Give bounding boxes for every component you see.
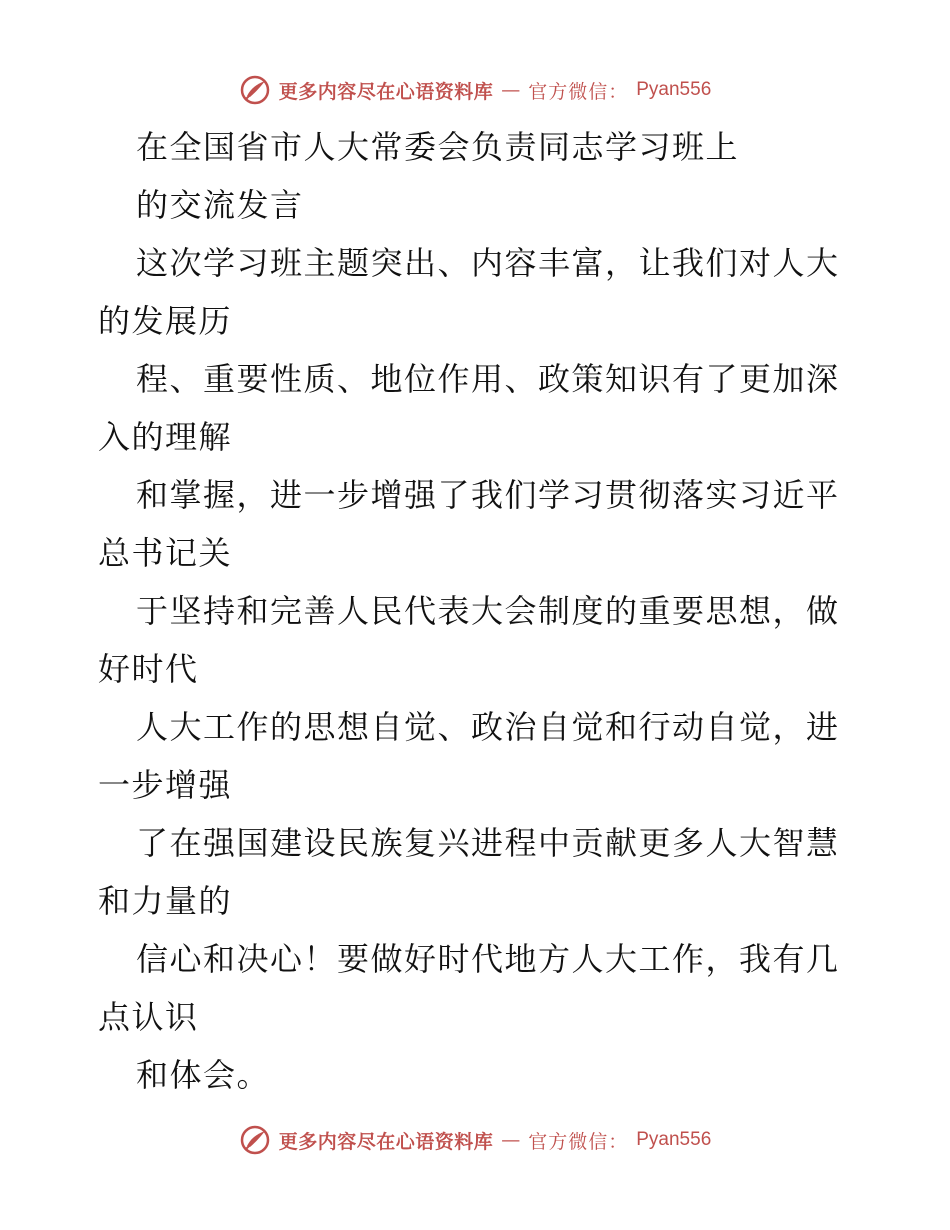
watermark-main-text: 更多内容尽在心语资料库 — [278, 80, 494, 103]
watermark-main-text: 更多内容尽在心语资料库 — [278, 1130, 494, 1153]
text-line: 和体会。 — [136, 1056, 271, 1094]
text-line: 信心和决心！要做好时代地方人大工作，我有几 — [136, 940, 840, 978]
text-line: 和掌握，进一步增强了我们学习贯彻落实习近平 — [136, 476, 840, 514]
text-line: 的交流发言 — [136, 186, 304, 224]
watermark-label: 官方微信： — [528, 1130, 629, 1153]
text-line: 在全国省市人大常委会负责同志学习班上 — [136, 128, 740, 166]
footer-watermark — [0, 1120, 950, 1160]
watermark-id: Pyan556 — [636, 79, 712, 100]
text-line: 的发展历 — [98, 302, 233, 340]
watermark-dash: — — [501, 79, 521, 101]
text-line: 总书记关 — [98, 534, 233, 572]
pen-logo-icon — [239, 1124, 271, 1156]
text-line: 这次学习班主题突出、内容丰富，让我们对人大 — [136, 244, 840, 282]
watermark-label: 官方微信： — [528, 80, 629, 103]
text-line: 点认识 — [98, 998, 199, 1036]
text-line: 了在强国建设民族复兴进程中贡献更多人大智慧 — [136, 824, 840, 862]
text-line: 入的理解 — [98, 418, 233, 456]
text-line: 程、重要性质、地位作用、政策知识有了更加深 — [136, 360, 840, 398]
text-line: 于坚持和完善人民代表大会制度的重要思想，做 — [136, 592, 840, 630]
watermark-dash: — — [501, 1129, 521, 1151]
pen-logo-icon — [239, 74, 271, 106]
watermark-id: Pyan556 — [636, 1129, 712, 1150]
text-line: 好时代 — [98, 650, 199, 688]
text-line: 人大工作的思想自觉、政治自觉和行动自觉，进 — [136, 708, 840, 746]
text-line: 和力量的 — [98, 882, 233, 920]
text-line: 一步增强 — [98, 766, 233, 804]
header-watermark — [0, 70, 950, 110]
document-body — [98, 118, 858, 1104]
